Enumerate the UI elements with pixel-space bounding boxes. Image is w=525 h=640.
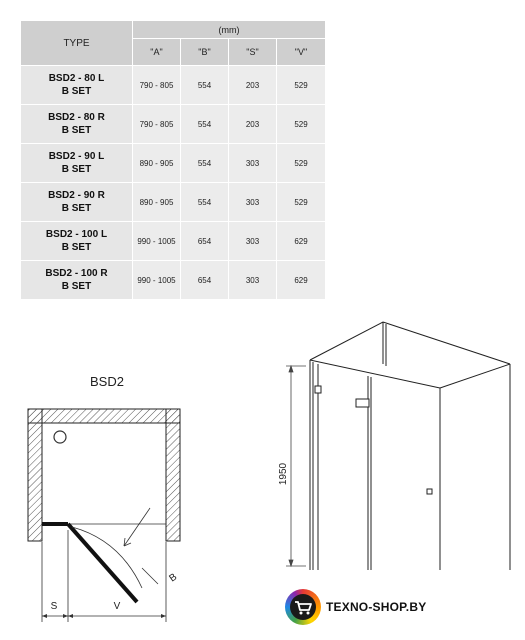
perspective-diagram [265, 318, 525, 590]
type-cell [21, 144, 133, 183]
unit-header: (mm) [133, 21, 326, 39]
type-set: B SET [61, 242, 92, 253]
hinge-top-left [315, 386, 321, 393]
type-set: B SET [61, 86, 92, 97]
col-header-a: "A" [133, 39, 181, 66]
plan-view-diagram [0, 360, 260, 640]
col-header-b: "B" [181, 39, 229, 66]
height-label: 1950 [278, 462, 289, 486]
type-cell [21, 183, 133, 222]
type-cell [21, 105, 133, 144]
plan-title: BSD2 [90, 374, 124, 389]
type-set: B SET [61, 281, 92, 292]
col-header-s: "S" [229, 39, 277, 66]
value-v: 629 [277, 261, 326, 300]
label-s: S [50, 601, 58, 612]
dimension-b-line [142, 568, 158, 584]
type-model: BSD2 - 90 L [48, 151, 105, 162]
site-logo[interactable] [285, 589, 435, 627]
type-model: BSD2 - 80 L [48, 73, 105, 84]
value-a: 790 - 805 [133, 66, 181, 105]
value-a: 890 - 905 [133, 144, 181, 183]
col-header-v: "V" [277, 39, 326, 66]
value-a: 890 - 905 [133, 183, 181, 222]
logo-ring [285, 589, 321, 625]
logo-badge [290, 594, 316, 620]
table-row [21, 144, 326, 183]
table-row [21, 183, 326, 222]
value-v: 529 [277, 66, 326, 105]
door-handle [427, 489, 432, 494]
table-row [21, 261, 326, 300]
value-a: 790 - 805 [133, 105, 181, 144]
height-dimension [286, 366, 306, 566]
table-row [21, 105, 326, 144]
type-cell [21, 66, 133, 105]
value-v: 629 [277, 222, 326, 261]
shopping-cart-icon [290, 594, 316, 620]
logo-text: TEXNO-SHOP.BY [326, 600, 427, 614]
value-s: 303 [229, 261, 277, 300]
type-set: B SET [61, 203, 92, 214]
type-model: BSD2 - 100 R [45, 268, 108, 279]
label-b: B [167, 571, 180, 585]
value-b: 654 [181, 222, 229, 261]
wall-hatching [28, 409, 180, 541]
value-s: 203 [229, 66, 277, 105]
table-row [21, 66, 326, 105]
value-a: 990 - 1005 [133, 222, 181, 261]
enclosure-frame [310, 322, 510, 570]
value-s: 203 [229, 105, 277, 144]
type-cell [21, 222, 133, 261]
spec-table [20, 20, 326, 300]
type-set: B SET [61, 125, 92, 136]
value-b: 554 [181, 105, 229, 144]
type-header: TYPE [21, 21, 133, 66]
dimension-lines [42, 530, 166, 622]
type-model: BSD2 - 90 R [48, 190, 105, 201]
hinge-middle [356, 399, 369, 407]
value-v: 529 [277, 183, 326, 222]
value-a: 990 - 1005 [133, 261, 181, 300]
value-b: 554 [181, 183, 229, 222]
value-s: 303 [229, 222, 277, 261]
value-v: 529 [277, 144, 326, 183]
table-row [21, 222, 326, 261]
type-model: BSD2 - 100 L [45, 229, 108, 240]
value-b: 654 [181, 261, 229, 300]
value-s: 303 [229, 144, 277, 183]
value-v: 529 [277, 105, 326, 144]
value-b: 554 [181, 66, 229, 105]
value-s: 303 [229, 183, 277, 222]
label-v: V [113, 601, 121, 612]
type-set: B SET [61, 164, 92, 175]
type-model: BSD2 - 80 R [48, 112, 105, 123]
type-cell [21, 261, 133, 300]
value-b: 554 [181, 144, 229, 183]
